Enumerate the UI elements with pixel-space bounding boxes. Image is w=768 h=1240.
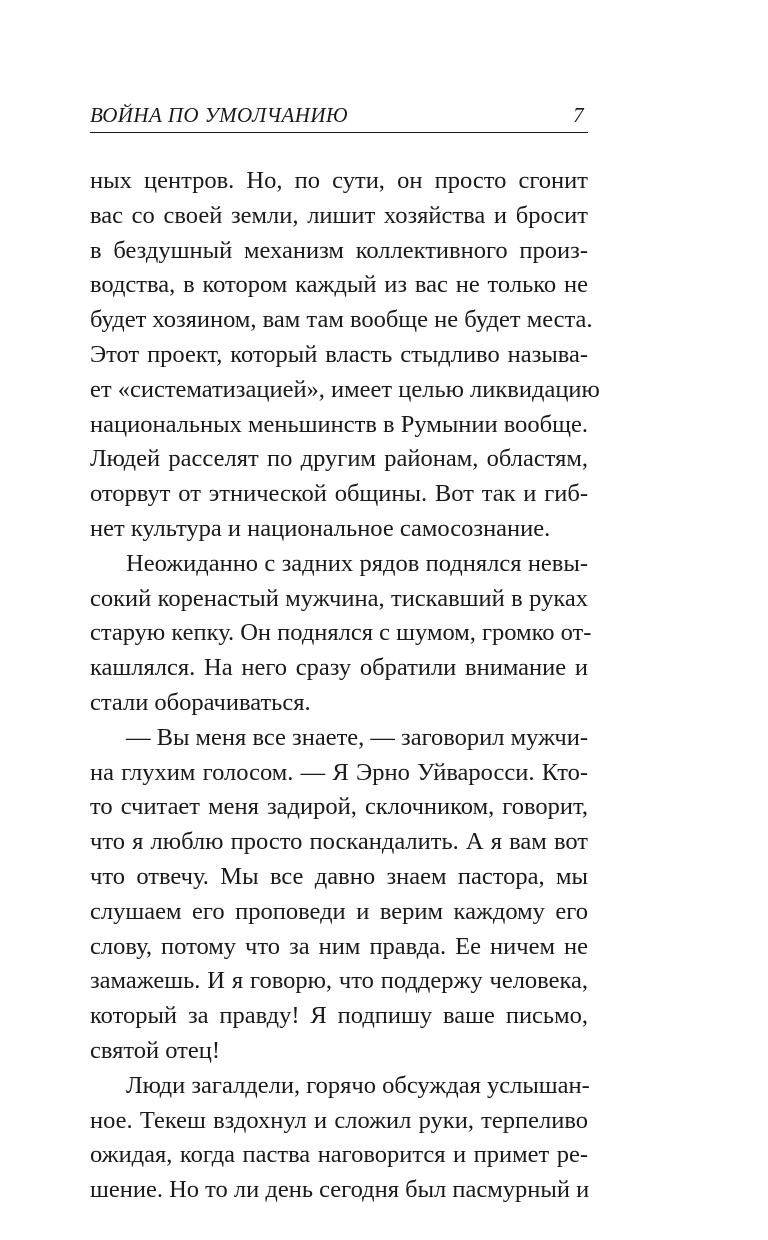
text-line: оторвут от этнической общины. Вот так и гиб- xyxy=(90,480,588,508)
book-title: ВОЙНА ПО УМОЛЧАНИЮ xyxy=(90,103,348,127)
page-number: 7 xyxy=(573,103,584,127)
text-line: старую кепку. Он поднялся с шумом, громко от- xyxy=(90,619,592,647)
text-line: будет хозяином, вам там вообще не будет места. xyxy=(90,306,593,334)
text-line: ожидая, когда паства наговорится и примет ре- xyxy=(90,1141,588,1169)
text-line: что я люблю просто поскандалить. А я вам вот xyxy=(90,828,588,856)
paragraph-3 xyxy=(90,721,588,1069)
body-text xyxy=(90,164,600,1208)
running-head xyxy=(90,98,588,133)
text-line: святой отец! xyxy=(90,1036,221,1064)
text-line: замажешь. И я говорю, что поддержу человека, xyxy=(90,967,588,995)
text-line: шение. Но то ли день сегодня был пасмурный и xyxy=(90,1176,590,1204)
paragraph-2 xyxy=(90,547,592,721)
text-line: то считает меня задирой, склочником, говорит, xyxy=(90,793,588,821)
text-line: — Вы меня все знаете, — заговорил мужчи- xyxy=(126,723,588,751)
text-line: ных центров. Но, по сути, он просто сгонит xyxy=(90,167,588,194)
text-line: слушаем его проповеди и верим каждому его xyxy=(90,897,588,925)
text-line: слову, потому что за ним правда. Ее ничем не xyxy=(90,932,588,960)
text-line: который за правду! Я подпишу ваше письмо, xyxy=(90,1002,588,1030)
text-line: Люди загалдели, горячо обсуждая услышан- xyxy=(126,1071,590,1099)
text-line: сокий коренастый мужчина, тискавший в руках xyxy=(90,584,588,612)
text-line: в бездушный механизм коллективного произ- xyxy=(90,236,588,264)
text-line: ет «систематизацией», имеет целью ликвидацию xyxy=(90,375,600,403)
text-line: Неожиданно с задних рядов поднялся невы- xyxy=(126,549,588,577)
paragraph-4 xyxy=(90,1069,588,1208)
text-line: Этот проект, который власть стыдливо называ- xyxy=(90,340,588,368)
text-line: Людей расселят по другим районам, областям, xyxy=(90,445,588,473)
text-line: нет культура и национальное самосознание. xyxy=(90,514,551,542)
text-line: водства, в котором каждый из вас не только не xyxy=(90,271,588,299)
text-line: что отвечу. Мы все давно знаем пастора, мы xyxy=(90,862,588,890)
text-line: на глухим голосом. — Я Эрно Уйваросси. Кто- xyxy=(90,758,588,786)
text-line: стали оборачиваться. xyxy=(90,688,311,716)
text-line: вас со своей земли, лишит хозяйства и бросит xyxy=(90,201,588,229)
paragraph-1 xyxy=(90,164,600,547)
text-line: ное. Текеш вздохнул и сложил руки, терпеливо xyxy=(90,1106,588,1134)
text-line: кашлялся. На него сразу обратили внимание и xyxy=(90,654,588,682)
text-line: национальных меньшинств в Румынии вообще. xyxy=(90,410,588,438)
